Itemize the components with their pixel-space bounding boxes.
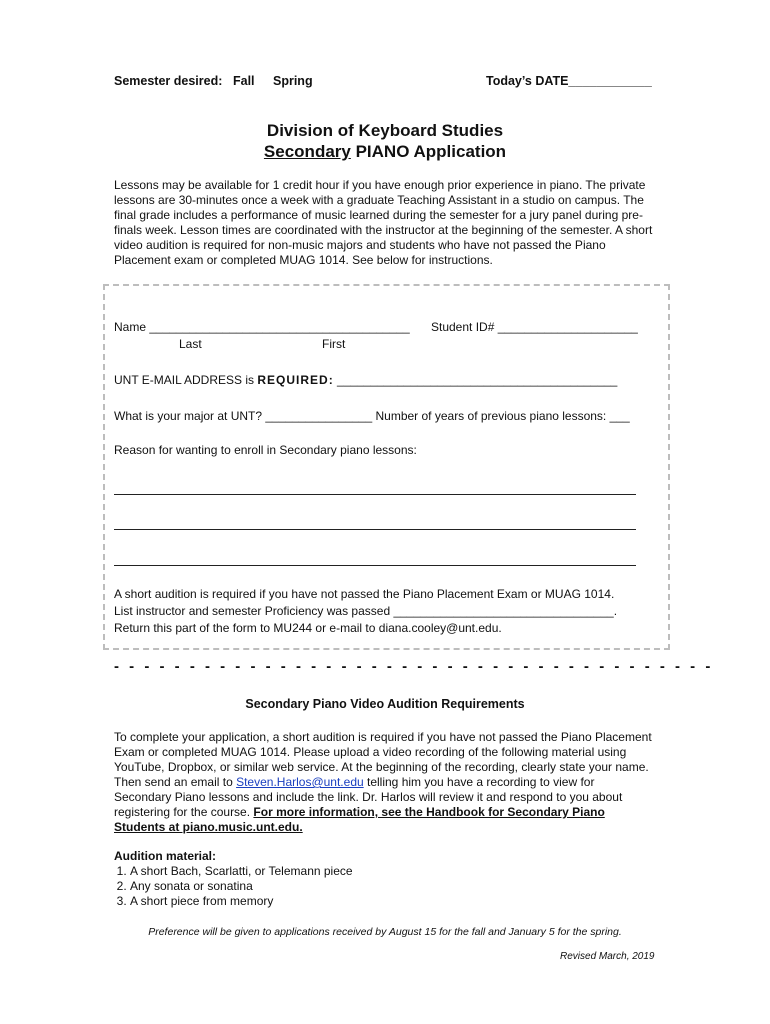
preference-note: Preference will be given to applications received by August 15 for the fall and January 5 for the spring. [148,926,622,938]
list-item: 1. A short Bach, Scarlatti, or Telemann piece [130,864,514,879]
last-name-caption: Last [179,337,202,351]
major-and-years-field[interactable]: What is your major at UNT? ________________ Number of years of previous piano lessons: ___ [114,409,630,423]
proficiency-field[interactable]: List instructor and semester Proficiency was passed _________________________________. [114,604,618,618]
reason-line-3[interactable] [114,565,636,566]
intro-paragraph: Lessons may be available for 1 credit hour if you have enough prior experience in piano. The private lessons are 30-minutes once a week with a graduate Teaching Assistant in a studio on campus. The final grade includes a performance of music learned during the semester for a jury panel during pre-finals week. Lesson times are coordinated with the instructor at the beginning of the semester. A short video audition is required for non-music majors and students who have not passed the Piano Placement exam or completed MUAG 1014. See below for instructions. [114,178,653,267]
page-subtitle [0,141,770,162]
subtitle-rest: PIANO Application [350,142,507,161]
page-title: Division of Keyboard Studies [266,121,504,140]
subtitle-underlined: Secondary [263,142,351,161]
name-field[interactable]: Name _______________________________________ [114,320,410,334]
todays-date-field[interactable]: Today’s DATE____________ [486,74,652,88]
handbook-note: For more information, see the Handbook for Secondary Piano Students at piano.music.unt.edu. [114,805,605,834]
harlos-email-link[interactable]: Steven.Harlos@unt.edu [236,775,364,789]
list-item: 3. A short piece from memory [130,894,514,909]
semester-label: Semester desired: [114,74,223,88]
email-label: UNT E-MAIL ADDRESS is [114,373,258,387]
email-field[interactable] [114,373,617,387]
semester-option-fall[interactable]: Fall [233,74,255,88]
revised-date: Revised March, 2019 [560,951,655,962]
audition-note-1: A short audition is required if you have not passed the Piano Placement Exam or MUAG 1014. [114,587,615,601]
cut-line: - - - - - - - - - - - - - - - - - - - - - - - - - - - - - - - - - - - - - - - - [114,658,714,675]
first-name-caption: First [322,337,346,351]
video-para-b: telling him you have a recording to view for Secondary Piano lessons and include the link. Dr. Harlos will review it and respond to you about registering for the course. [114,775,623,819]
semester-option-spring[interactable]: Spring [273,74,313,88]
reason-line-2[interactable] [114,529,636,530]
video-para-a: To complete your application, a short audition is required if you have not passed the Piano Placement Exam or completed MUAG 1014. Please upload a video recording of the following material using YouTube, Dropbox, or similar web service. At the beginning of the recording, clearly state your name. Then send an email to [114,730,652,789]
return-instructions: Return this part of the form to MU244 or e-mail to diana.cooley@unt.edu. [114,621,502,635]
audition-material-list [114,864,514,909]
audition-material-heading: Audition material: [114,849,217,863]
reason-line-1[interactable] [114,494,636,495]
student-id-field[interactable]: Student ID# _____________________ [431,320,638,334]
list-item: 2. Any sonata or sonatina [130,879,514,894]
email-blank[interactable]: __________________________________________ [333,373,618,387]
reason-label: Reason for wanting to enroll in Secondary piano lessons: [114,443,417,457]
video-audition-heading: Secondary Piano Video Audition Requirements [245,697,525,711]
email-required-label: REQUIRED: [257,373,334,387]
video-audition-paragraph [114,730,654,835]
